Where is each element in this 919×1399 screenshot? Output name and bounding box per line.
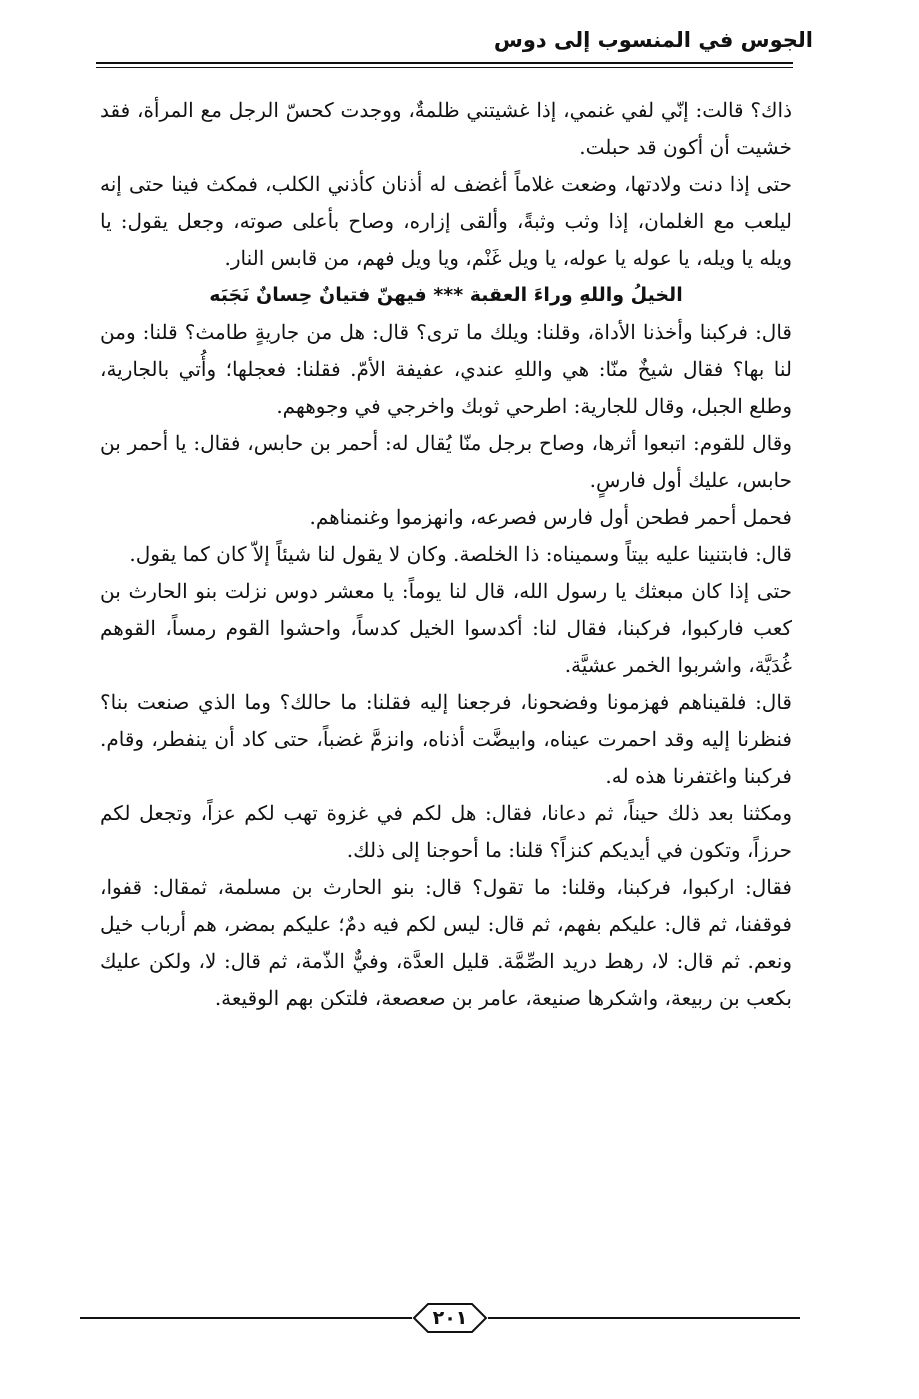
page-number: ٢٠١ xyxy=(432,1307,468,1329)
page-footer xyxy=(80,1302,800,1334)
page-body xyxy=(100,92,792,1017)
paragraph: فحمل أحمر فطحن أول فارس فصرعه، وانهزموا وغنمناهم. xyxy=(309,505,792,529)
page-number-badge xyxy=(412,1302,488,1334)
verse-line: الخيلُ واللهِ وراءَ العقبة *** فيهنّ فتيانٌ حِسانٌ نَجَبَه xyxy=(209,284,683,306)
header-rule-thick xyxy=(96,62,793,64)
footer-rule-right xyxy=(488,1317,800,1319)
paragraph: قال: فركبنا وأخذنا الأداة، وقلنا: ويلك ما ترى؟ قال: هل من جاريةٍ طامث؟ قلنا: ومن لنا بها؟ فقال شيخٌ منّا: هي واللهِ عندي، عفيفة الأمّ. فقلنا: فعجلها؛ وأُتي بالجارية، وطلع الجبل، وقال للجارية: اطرحي ثوبك واخرجي في وجوههم. xyxy=(100,320,792,418)
paragraph: حتى إذا دنت ولادتها، وضعت غلاماً أغضف له أذنان كأذني الكلب، فمكث فينا حتى إنه ليلعب مع الغلمان، إذا وثب وثبةً، وألقى إزاره، وصاح بأعلى صوته، وجعل يقول: يا ويله يا ويله، يا عوله يا عوله، يا ويل غَنْم، ويا ويل فهم، من قابس النار. xyxy=(100,172,792,270)
paragraph: ذاك؟ قالت: إنّي لفي غنمي، إذا غشيتني ظلمةٌ، ووجدت كحسّ الرجل مع المرأة، فقد خشيت أن أكون قد حبلت. xyxy=(100,98,792,159)
paragraph: قال: فلقيناهم فهزمونا وفضحونا، فرجعنا إليه فقلنا: ما حالك؟ وما الذي صنعت بنا؟ فنظرنا إليه وقد احمرت عيناه، وابيضَّت أذناه، وانزمَّ غضباً، حتى كاد أن ينفطر، وقام. فركبنا واغتفرنا هذه له. xyxy=(100,690,792,788)
header-rule-thin xyxy=(96,67,793,68)
paragraph: وقال للقوم: اتبعوا أثرها، وصاح برجل منّا يُقال له: أحمر بن حابس، فقال: يا أحمر بن حابس، عليك أول فارسٍ. xyxy=(100,431,792,492)
paragraph: ومكثنا بعد ذلك حيناً، ثم دعانا، فقال: هل لكم في غزوة تهب لكم عزاً، وتجعل لكم حرزاً، وتكون في أيديكم كنزاً؟ قلنا: ما أحوجنا إلى ذلك. xyxy=(100,801,792,862)
footer-rule-left xyxy=(80,1317,412,1319)
paragraph: فقال: اركبوا، فركبنا، وقلنا: ما تقول؟ قال: بنو الحارث بن مسلمة، ثمقال: قفوا، فوقفنا، ثم قال: عليكم بفهم، ثم قال: ليس لكم فيه دمٌ؛ عليكم بمضر، هم أرباب خيل ونعم. ثم قال: لا، رهط دريد الصِّمَّة. قليل العدَّة، وفيٌّ الذّمة، ثم قال: لا، ولكن عليك بكعب بن ربيعة، واشكرها صنيعة، عامر بن صعصعة، فلتكن بهم الوقيعة. xyxy=(100,875,792,1010)
running-header-title: الجوس في المنسوب إلى دوس xyxy=(493,28,813,52)
paragraph: قال: فابتنينا عليه بيتاً وسميناه: ذا الخلصة. وكان لا يقول لنا شيئاً إلاّ كان كما يقول. xyxy=(129,542,792,566)
paragraph: حتى إذا كان مبعثك يا رسول الله، قال لنا يوماً: يا معشر دوس نزلت بنو الحارث بن كعب فاركبوا، فركبنا، فقال لنا: أكدسوا الخيل كدساً، واحشوا القوم رمساً، القوهم غُدَيَّة، واشربوا الخمر عشيَّة. xyxy=(100,579,792,677)
